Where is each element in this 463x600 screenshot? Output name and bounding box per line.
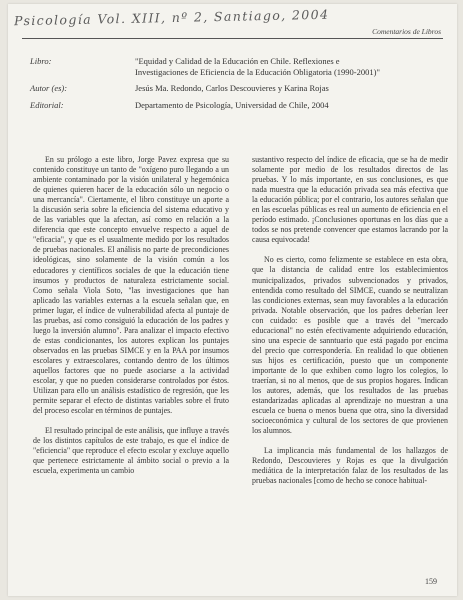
page-number: 159 — [425, 577, 437, 586]
book-authors-label: Autor (es): — [30, 83, 68, 93]
handwritten-citation: Psicología Vol. XIII, nº 2, Santiago, 2004 — [13, 6, 330, 29]
left-column — [33, 155, 229, 486]
body-paragraph: En su prólogo a este libro, Jorge Pavez expresa que su contenido constituye un tanto de "oxígeno puro llegando a un ambiente contaminado por la visión unilateral y hegemónica de quienes quieren hacer de la educación sólo un negocio o una mercancía". Ciertamente, el libro constituye un aporte a la discusión seria sobre la eficiencia del sistema educativo y de las variables que la afectan, así como en relación a la diferencia que este concepto envuelve respecto a aquel de "eficacia", y que es el usualmente medido por los resultados de pruebas nacionales. El análisis no parte de precondiciones ideológicas, sino solamente de la visión común a los educadores y científicos sociales de que la educación tiene insumos y productos de naturaleza estrictamente social. Como señala Viola Soto, "las investigaciones que han aplicado las variables externas a la escuela señalan que, en primer lugar, el índice de vulnerabilidad afecta al puntaje de las pruebas, así como consiguió la educación de los padres y luego la inversión alumno". Para analizar el impacto efectivo de estas condicionantes, los autores explican los puntajes observados en las pruebas SIMCE y en la PAA por insumos escolares y extraescolares, contando dentro de los últimos aquellos factores que no puede asociarse a la actividad escolar, y que no pueden considerarse controlados por éstos. Utilizan para ello un análisis estadístico de regresión, que les permite separar el efecto de distintas variables sobre el fruto del proceso escolar en términos de puntajes. — [33, 155, 229, 416]
book-title-row — [30, 56, 440, 77]
book-publisher: Departamento de Psicología, Universidad de Chile, 2004 — [135, 99, 329, 110]
section-label: Comentarios de Libros — [372, 27, 441, 36]
book-title — [135, 56, 440, 77]
book-authors-row — [30, 83, 440, 94]
body-paragraph: El resultado principal de este análisis, que influye a través de los distintos capítulos de este trabajo, es que el índice de "eficiencia" que reproduce el efecto escolar y excluye aquello que pertenece estrictamente al ámbito social o previo a la escuela, experimenta un cambio — [33, 426, 229, 476]
body-paragraph: sustantivo respecto del índice de eficacia, que se ha de medir solamente por medio de los resultados directos de las pruebas. Y lo más importante, en sus conclusiones, es que nada muestra que la educación privada sea más efectiva que la educación pública; por el contrario, los autores señalan que en las escuelas públicas es real un aumento de eficiencia en el período estimado. ¡Conclusiones oportunas en los días que a todos se nos pretende convencer que estamos lacrando por la causa equivocada! — [252, 155, 448, 245]
body-paragraph: No es cierto, como felizmente se establece en esta obra, que la distancia de calidad entre los establecimientos municipalizados, privados subvencionados y privados, entendida como resultado del SIMCE, cuando se neutralizan las condiciones externas, sean muy favorables a la educación privada. Notable observación, que los padres deberían leer con cuidado: es posible que a través del "mercado educacional" no estén efectivamente adquiriendo educación, sino una especie de sanntuario que está pagado por encima del precio que correspondería. En realidad lo que obtienen sus hijos es certificación, puesto que un componente importante de lo que exhiben como logro los colegios, lo traerían, si no al menos, que de sus propios hogares. Indican los autores, además, que los resultados de las pruebas estandarizadas aplicadas al aprendizaje no muestran a una escuela ce buena o menos buena que otra, sino la diversidad socioeconómica y cultural de los sectores de que provienen los alumnos. — [252, 255, 448, 436]
book-title-line: Investigaciones de Eficiencia de la Educación Obligatoria (1990-2001)" — [135, 66, 380, 77]
book-title-label: Libro: — [30, 56, 52, 66]
book-publisher-row — [30, 100, 440, 111]
book-authors: Jesús Ma. Redondo, Carlos Descouvieres y Karina Rojas — [135, 83, 329, 93]
book-publisher-label: Editorial: — [30, 99, 64, 110]
book-title-line: "Equidad y Calidad de la Educación en Chile. Reflexiones e — [135, 56, 340, 66]
document-page — [8, 4, 457, 596]
header-divider — [22, 38, 443, 39]
right-column — [252, 155, 448, 496]
book-metadata — [30, 56, 440, 116]
body-paragraph: La implicancia más fundamental de los hallazgos de Redondo, Descouvieres y Rojas es que la divulgación mediática de la interpretación falaz de los resultados de las pruebas nacionales [como de hecho se conoce habitual- — [252, 446, 448, 486]
